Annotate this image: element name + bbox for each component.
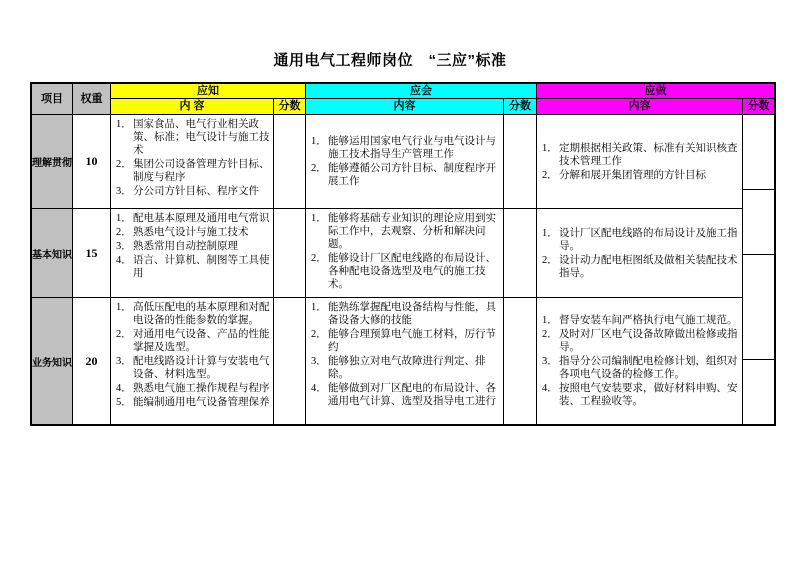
list-item [308, 135, 501, 161]
list-item-number: 4． [311, 383, 327, 394]
subheader-can-content: 内容 [306, 99, 504, 115]
list-item [113, 254, 271, 280]
list-item [113, 185, 271, 198]
list-item [539, 254, 740, 280]
list-item [113, 212, 271, 225]
do-content-cell [537, 209, 743, 298]
list-item-number: 1． [311, 213, 327, 224]
weight-cell: 10 [73, 115, 111, 209]
list-item-number: 1． [116, 302, 132, 313]
do-score-cell [743, 360, 774, 424]
weight-cell: 20 [73, 298, 111, 424]
list-item [113, 240, 271, 253]
list-item-text: 能熟练掌握配电设备结构与性能，具备设备大修的技能 [328, 301, 496, 326]
list-item-number: 2． [311, 329, 327, 340]
list-item-number: 1． [311, 302, 327, 313]
weight-cell: 15 [73, 209, 111, 298]
list-item-number: 1． [542, 227, 558, 239]
list-item-text: 对通用电气设备、产品的性能掌握及选型。 [133, 328, 270, 353]
do-score-column [743, 115, 774, 424]
col-header-weight: 权重 [73, 84, 111, 115]
list-item-text: 能编制通用电气设备管理保养 [133, 396, 270, 408]
list-item [113, 158, 271, 184]
can-score-cell [504, 298, 537, 424]
list-item [113, 396, 271, 409]
can-content-cell [306, 209, 504, 298]
list-item-number: 3． [116, 186, 132, 197]
list-item-text: 及时对厂区电气设备故障做出检修或指导。 [559, 328, 738, 353]
know-score-cell [274, 298, 306, 424]
list-item-text: 指导分公司编制配电检修计划，组织对各项电气设备的检修工作。 [559, 355, 738, 380]
list-item-text: 督导安装车间严格执行电气施工规范。 [559, 314, 738, 326]
list-item-number: 4． [542, 383, 558, 394]
list-item-number: 5． [116, 397, 132, 408]
row-label: 业务知识 [32, 298, 73, 424]
list-item-number: 3． [542, 356, 558, 367]
list-item [539, 328, 740, 354]
list-item [113, 355, 271, 381]
list-item [308, 301, 501, 327]
list-item-text: 熟悉电气设计与施工技术 [133, 226, 249, 238]
list-item-text: 按照电气安装要求，做好材料申购、安装、工程验收等。 [559, 382, 738, 407]
list-item [308, 162, 501, 188]
list-item-text: 国家食品、电气行业相关政策、标准；电气设计与施工技术 [133, 118, 270, 156]
can-score-cell [504, 115, 537, 209]
subheader-know-score: 分数 [274, 99, 306, 115]
list-item-number: 4． [116, 255, 132, 266]
list-item [308, 382, 501, 408]
list-item-text: 能够合理预算电气施工材料，厉行节约 [328, 328, 496, 353]
list-item-text: 集团公司设备管理方针目标、制度与程序 [133, 158, 270, 183]
list-item [539, 355, 740, 381]
list-item-number: 2． [311, 253, 327, 264]
list-item-number: 2． [542, 329, 558, 340]
list-item-number: 1． [542, 315, 558, 326]
list-item-number: 1． [116, 213, 132, 224]
list-item-text: 能够设计厂区配电线路的布局设计、各种配电设备选型及电气的施工技术。 [328, 252, 496, 290]
list-item [539, 227, 740, 253]
list-item-text: 熟悉电气施工操作规程与程序 [133, 382, 270, 394]
can-content-cell [306, 298, 504, 424]
list-item-text: 高低压配电的基本原理和对配电设备的性能参数的掌握。 [133, 301, 270, 326]
list-item [113, 118, 271, 157]
list-item-number: 2． [311, 163, 327, 174]
list-item-text: 能够运用国家电气行业与电气设计与施工技术指导生产管理工作 [328, 135, 496, 160]
list-item-text: 配电基本原理及通用电气常识 [133, 212, 270, 224]
col-header-item: 项目 [32, 84, 73, 115]
list-item [113, 328, 271, 354]
list-item-text: 能够独立对电气故障进行判定、排除。 [328, 355, 486, 380]
list-item-text: 能够将基础专业知识的理论应用到实际工作中，去观察、分析和解决问题。 [328, 212, 496, 250]
subheader-do-content: 内容 [537, 99, 743, 115]
can-score-cell [504, 209, 537, 298]
do-score-cell [743, 255, 774, 360]
list-item-text: 熟悉常用自动控制原理 [133, 240, 238, 252]
list-item-number: 2． [116, 227, 132, 238]
list-item-number: 2． [542, 169, 558, 181]
row-label: 理解贯彻 [32, 115, 73, 209]
list-item-text: 语言、计算机、制图等工具使用 [133, 254, 270, 279]
list-item-number: 1． [116, 119, 132, 130]
list-item-number: 2． [542, 254, 558, 266]
list-item [308, 212, 501, 251]
list-item-number: 1． [542, 142, 558, 154]
list-item-number: 4． [116, 383, 132, 394]
list-item [308, 355, 501, 381]
know-content-cell [111, 115, 274, 209]
list-item-text: 分公司方针目标、程序文件 [133, 185, 259, 197]
standards-table [30, 82, 776, 426]
know-score-cell [274, 209, 306, 298]
subheader-can-score: 分数 [504, 99, 537, 115]
page-title: 通用电气工程师岗位 “三应”标准 [273, 52, 507, 69]
know-score-cell [274, 115, 306, 209]
list-item-number: 3． [311, 356, 327, 367]
do-content-cell [537, 298, 743, 424]
list-item-number: 2． [116, 329, 132, 340]
list-item-number: 1． [311, 136, 327, 147]
band-know: 应知 [111, 84, 306, 99]
list-item [308, 328, 501, 354]
list-item-text: 能够做到对厂区配电的布局设计、各通用电气计算、选型及指导电工进行 [328, 382, 496, 407]
row-label: 基本知识 [32, 209, 73, 298]
list-item [113, 301, 271, 327]
list-item-number: 2． [116, 159, 132, 170]
list-item [539, 382, 740, 408]
can-content-cell [306, 115, 504, 209]
band-do: 应做 [537, 84, 774, 99]
list-item [308, 252, 501, 291]
list-item [539, 314, 740, 327]
list-item-text: 能够遵循公司方针目标、制度程序开展工作 [328, 162, 496, 187]
list-item [539, 142, 740, 168]
list-item [113, 226, 271, 239]
do-score-cell [743, 115, 774, 190]
subheader-do-score: 分数 [743, 99, 774, 115]
do-score-cell [743, 190, 774, 255]
list-item-text: 分解和展开集团管理的方针目标 [559, 168, 706, 181]
list-item [539, 169, 740, 182]
know-content-cell [111, 298, 274, 424]
do-content-cell [537, 115, 743, 209]
list-item-text: 配电线路设计计算与安装电气设备、材料选型。 [133, 355, 270, 380]
list-item-text: 定期根据相关政策、标准有关知识核查技术管理工作 [559, 141, 738, 167]
list-item-text: 设计动力配电柜图纸及做相关装配技术指导。 [559, 253, 738, 279]
band-can: 应会 [306, 84, 537, 99]
subheader-know-content: 内 容 [111, 99, 274, 115]
list-item [113, 382, 271, 395]
list-item-text: 设计厂区配电线路的布局设计及施工指导。 [559, 226, 738, 252]
list-item-number: 3． [116, 241, 132, 252]
know-content-cell [111, 209, 274, 298]
list-item-number: 3． [116, 356, 132, 367]
